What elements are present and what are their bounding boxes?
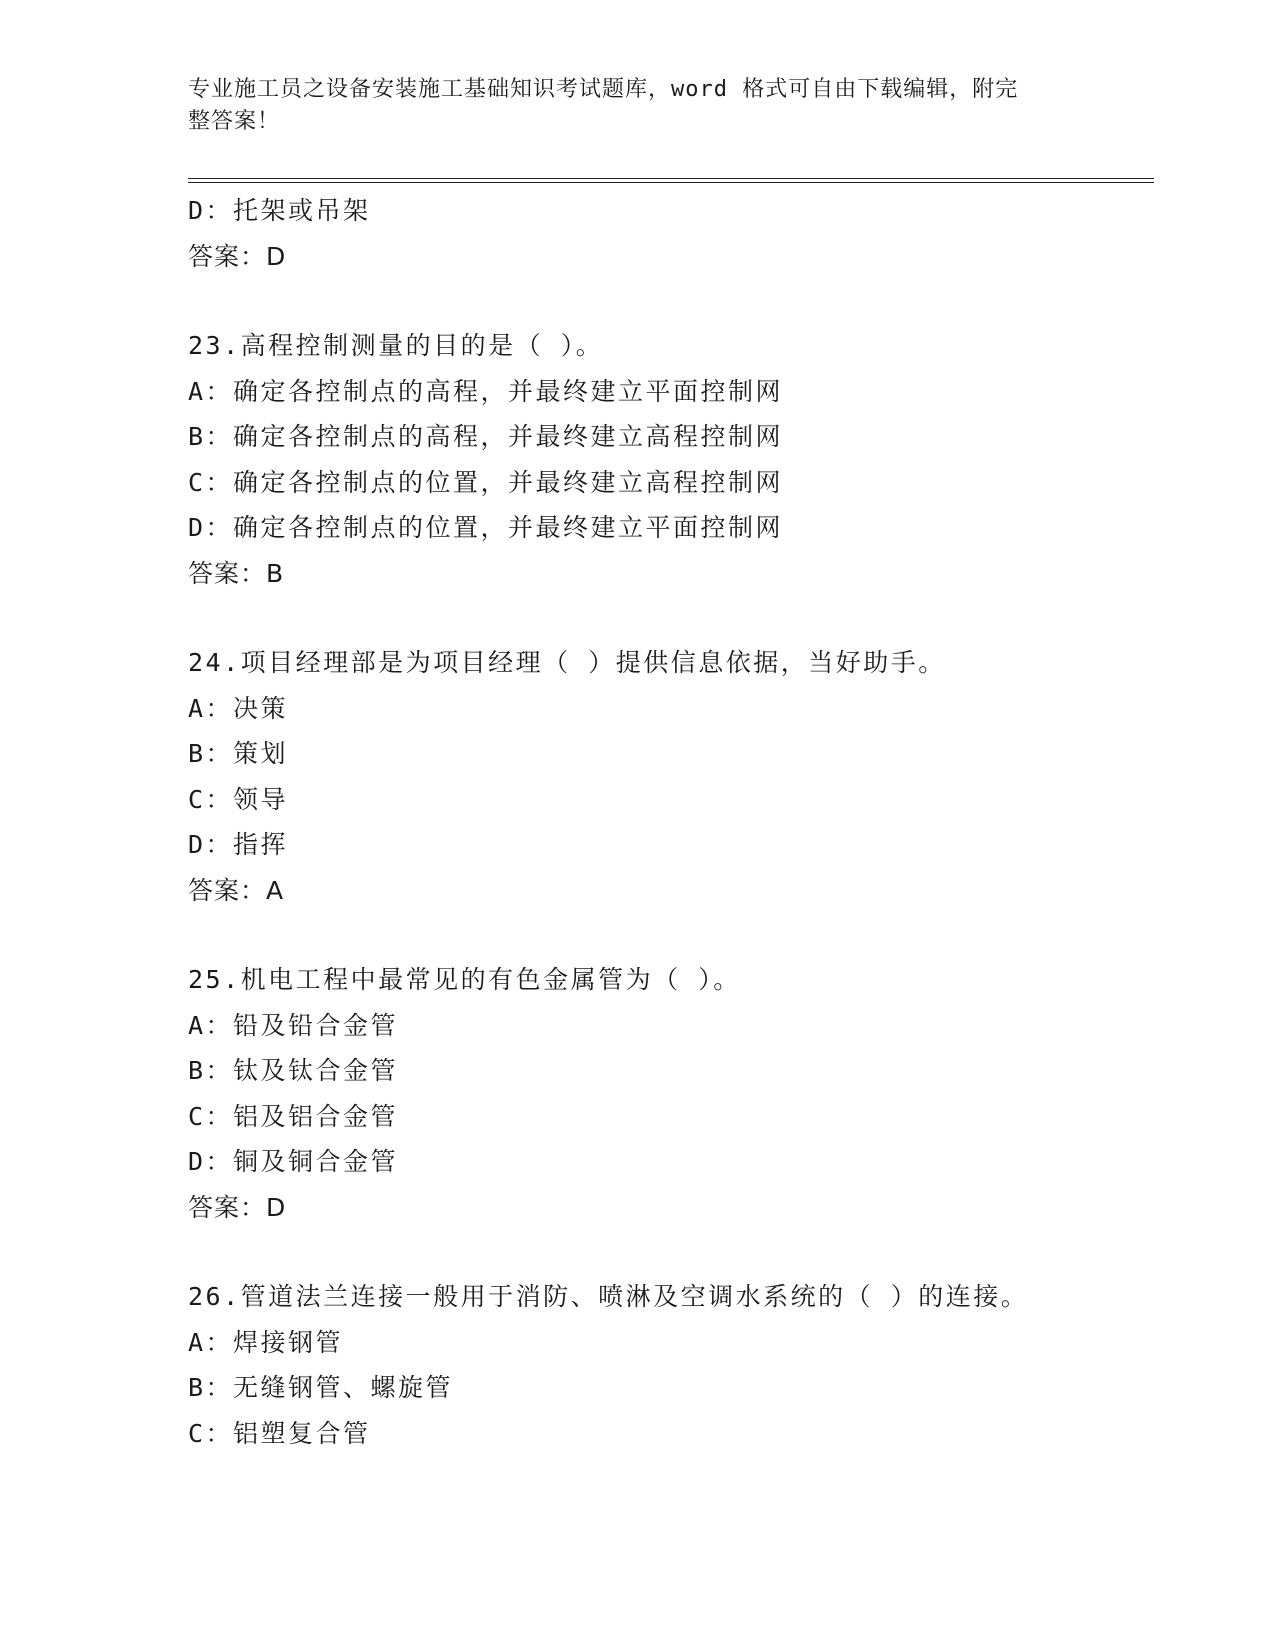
option-b: B：确定各控制点的高程，并最终建立高程控制网 — [188, 422, 784, 451]
answer: 答案：D — [188, 241, 287, 271]
option-d: D：托架或吊架 — [188, 196, 371, 225]
question-23 — [188, 323, 1148, 596]
option-c: C：铝塑复合管 — [188, 1418, 371, 1448]
option-d: D：确定各控制点的位置，并最终建立平面控制网 — [188, 513, 784, 542]
question-stem: 25.机电工程中最常见的有色金属管为（ ）。 — [188, 965, 741, 994]
option-a: A：铅及铅合金管 — [188, 1010, 399, 1040]
option-c: C：铝及铝合金管 — [188, 1101, 399, 1131]
question-22-tail — [188, 188, 1148, 279]
header-line-2: 整答案！ — [188, 109, 281, 134]
spacer — [188, 1230, 1148, 1274]
option-a: A：决策 — [188, 693, 289, 723]
option-b: B：钛及钛合金管 — [188, 1056, 399, 1085]
option-b: B：无缝钢管、螺旋管 — [188, 1373, 454, 1402]
header-divider-bottom — [188, 182, 1154, 183]
answer: 答案：A — [188, 875, 285, 905]
option-a: A：确定各控制点的高程，并最终建立平面控制网 — [188, 376, 784, 406]
question-stem: 26.管道法兰连接一般用于消防、喷淋及空调水系统的（ ）的连接。 — [188, 1282, 1029, 1311]
question-24 — [188, 640, 1148, 913]
question-26 — [188, 1274, 1148, 1456]
answer: 答案：B — [188, 558, 285, 588]
option-c: C：确定各控制点的位置，并最终建立高程控制网 — [188, 467, 784, 497]
spacer — [188, 913, 1148, 957]
spacer — [188, 279, 1148, 323]
question-list — [188, 188, 1148, 1456]
question-stem: 23.高程控制测量的目的是（ ）。 — [188, 331, 604, 360]
question-25 — [188, 957, 1148, 1230]
option-d: D：铜及铜合金管 — [188, 1147, 399, 1176]
answer: 答案：D — [188, 1192, 287, 1222]
header-line-1: 专业施工员之设备安装施工基础知识考试题库，word 格式可自由下载编辑，附完 — [188, 77, 1019, 102]
document-header — [188, 74, 1068, 138]
option-a: A：焊接钢管 — [188, 1327, 344, 1357]
option-b: B：策划 — [188, 739, 289, 768]
option-c: C：领导 — [188, 784, 289, 814]
header-divider-top — [188, 178, 1154, 179]
option-d: D：指挥 — [188, 830, 289, 859]
question-stem: 24.项目经理部是为项目经理（ ）提供信息依据，当好助手。 — [188, 648, 946, 677]
spacer — [188, 596, 1148, 640]
